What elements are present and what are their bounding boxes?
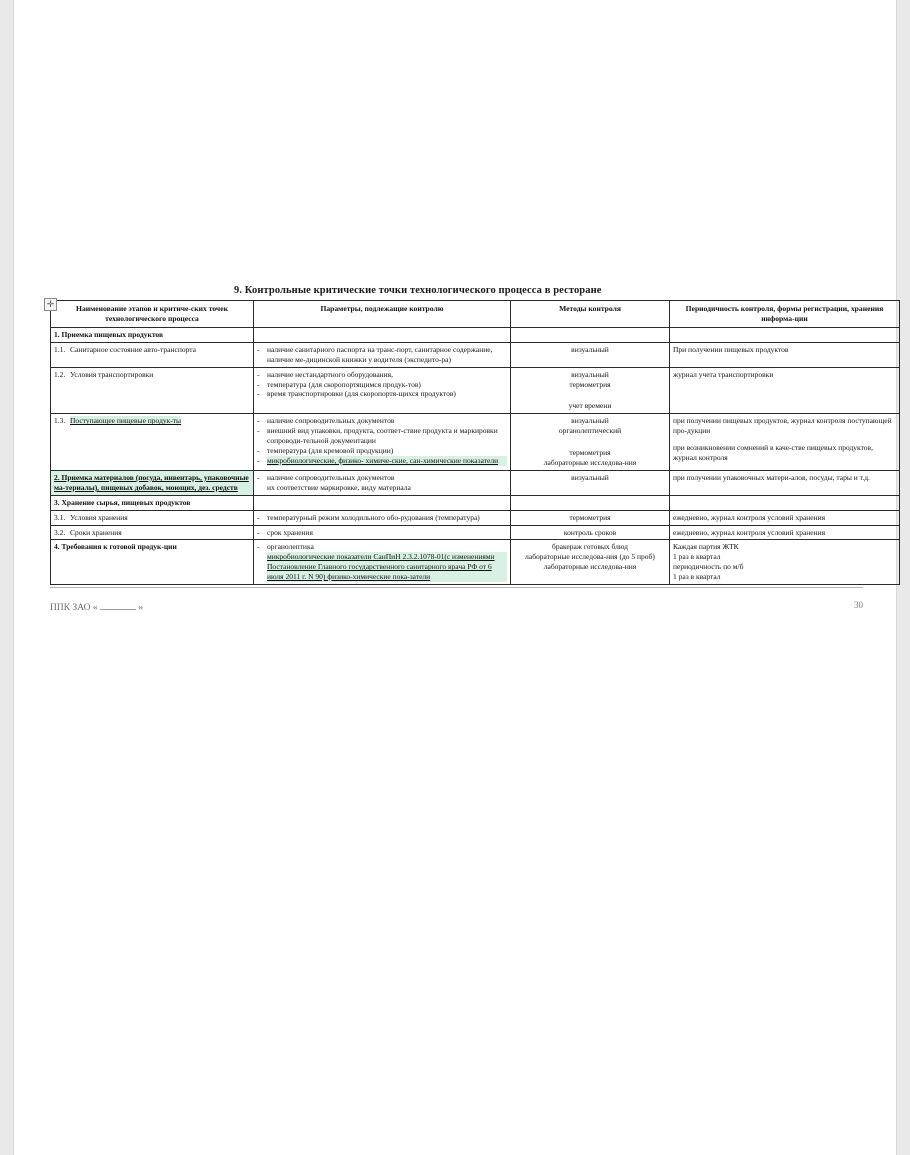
- item-3-1-name: [51, 510, 254, 525]
- column-header-stages: Наименование этапов и критиче-ских точек технологического процесса: [51, 301, 254, 328]
- table-row: [51, 495, 900, 510]
- frequency-text: при получении пищевых продуктов, журнал контроля поступающей про-дукции: [673, 416, 892, 436]
- method-text: лабораторные исследова-ния (до 5 проб): [525, 552, 655, 562]
- section-1-params-empty: [254, 328, 511, 343]
- frequency-text: При получении пищевых продуктов: [673, 344, 789, 354]
- item-1-3-label: Поступающее пищевые продук-ты: [70, 416, 182, 426]
- section-title-4: 4. Требования к готовой продук-ции: [51, 540, 254, 585]
- table-row: [51, 342, 900, 367]
- item-1-1-methods: [511, 342, 670, 367]
- section-2-frequency: [670, 470, 900, 495]
- method-text: термометрия: [569, 448, 611, 458]
- param-text: наличие санитарного паспорта на транс-порт, санитарное содержание, наличие ме-дицинской книжки у водителя (экспедито-ра): [267, 344, 493, 364]
- frequency-text: периодичность по м/б: [673, 562, 744, 572]
- section-title-1: 1. Приемка пищевых продуктов: [51, 328, 254, 343]
- section-2-methods: [511, 470, 670, 495]
- document-content: [44, 285, 892, 613]
- method-text: учет времени: [568, 401, 612, 411]
- item-3-1-number: 3.1.: [54, 512, 66, 522]
- section-1-methods-empty: [511, 328, 670, 343]
- item-1-2-frequency: [670, 367, 900, 414]
- item-1-2-number: 1.2.: [54, 369, 66, 379]
- document-page: [14, 0, 896, 1155]
- ccp-table: [50, 300, 900, 585]
- item-1-3-params: - наличие сопроводительных документов - внешний вид упаковки, продукта, соответ-ствие продукта и маркировки сопроводи-тельной документации - температура (для кремовой продукции) - микробиологические, физико- химиче-ские, сан-химические показатели: [254, 414, 511, 471]
- method-text: визуальный: [571, 416, 609, 426]
- item-3-1-label: Условия хранения: [70, 512, 128, 522]
- table-row: [51, 414, 900, 471]
- section-3-frequency-empty: [670, 495, 900, 510]
- item-3-2-label: Сроки хранения: [70, 527, 122, 537]
- column-header-methods: Методы контроля: [511, 301, 670, 328]
- item-1-1-name: [51, 342, 254, 367]
- frequency-text: 1 раз в квартал: [673, 552, 721, 562]
- param-text: наличие нестандартного оборудования,: [267, 369, 394, 379]
- item-3-2-frequency: [670, 525, 900, 540]
- page-title: 9. Контрольные критические точки технологического процесса в ресторане: [234, 285, 602, 296]
- section-4-frequency: [670, 540, 900, 585]
- param-text: микробиологические показатели СанПиН 2.3.2.1078-01(с изменениями Постановление Главного государственного санитарного врача РФ от 6 июля 2011 г. N 90) физико-химические пока-затели: [267, 552, 507, 582]
- section-2-params: - наличие сопроводительных документов их соответствие маркировке, виду материала: [254, 470, 511, 495]
- section-3-params-empty: [254, 495, 511, 510]
- item-1-1-frequency: [670, 342, 900, 367]
- item-3-1-methods: [511, 510, 670, 525]
- item-3-1-params: - температурный режим холодильного обо-рудования (температура): [254, 510, 511, 525]
- item-1-3-name: [51, 414, 254, 471]
- footer-divider: [50, 587, 863, 588]
- method-text: термометрия: [569, 379, 611, 389]
- footer-organization: ППК ЗАО «: [50, 602, 98, 613]
- param-text: органолептика: [267, 542, 314, 552]
- param-text: температурный режим холодильного обо-рудования (температура): [267, 512, 480, 522]
- param-text: срок хранения: [267, 527, 313, 537]
- item-1-1-params: - наличие санитарного паспорта на транс-порт, санитарное содержание, наличие ме-дицинской книжки у водителя (экспедито-ра): [254, 342, 511, 367]
- frequency-text: ежедневно, журнал контроля условий хранения: [673, 527, 826, 537]
- frequency-text: 1 раз в квартал: [673, 572, 721, 582]
- section-4-params: - органолептика микробиологические показатели СанПиН 2.3.2.1078-01(с изменениями Постановление Главного государственного санитарного врача РФ от 6 июля 2011 г. N 90) физико-химические пока-затели: [254, 540, 511, 585]
- method-text: контроль сроков: [563, 527, 617, 537]
- item-1-3-number: 1.3.: [54, 416, 66, 426]
- param-text: внешний вид упаковки, продукта, соответ-ствие продукта и маркировки сопроводи-тельной документации: [267, 426, 498, 446]
- table-row: [51, 525, 900, 540]
- table-row: [51, 510, 900, 525]
- item-1-3-frequency: [670, 414, 900, 471]
- method-text: термометрия: [569, 512, 611, 522]
- frequency-text: при возникновении сомнений в каче-стве пищевых продуктов, журнал контроля: [673, 443, 873, 463]
- section-title-3: 3. Хранение сырья, пищевых продуктов: [51, 495, 254, 510]
- table-header-row: [51, 301, 900, 328]
- item-1-1-label: Санитарное состояние авто-транспорта: [70, 344, 196, 354]
- param-text: время транспортировки (для скоропортя-щихся продуктов): [267, 389, 456, 399]
- param-text: наличие сопроводительных документов: [267, 416, 395, 426]
- page-footer: [50, 600, 863, 613]
- table-move-handle[interactable]: ✛: [44, 298, 57, 311]
- column-header-parameters: Параметры, подлежащие контролю: [254, 301, 511, 328]
- item-1-3-methods: [511, 414, 670, 471]
- item-1-2-methods: [511, 367, 670, 414]
- column-header-frequency: Периодичность контроля, формы регистрации, хранения информа-ции: [670, 301, 900, 328]
- method-text: бракераж готовых блюд: [552, 542, 628, 552]
- section-3-methods-empty: [511, 495, 670, 510]
- item-3-2-number: 3.2.: [54, 527, 66, 537]
- frequency-text: Каждая партия ЖТК: [673, 542, 739, 552]
- frequency-text: ежедневно, журнал контроля условий хранения: [673, 512, 826, 522]
- item-3-2-name: [51, 525, 254, 540]
- section-title-2: 2. Приемка материалов (посуда, инвентарь, упаковочные ма-териалы), пищевых добавок, моющих, дез. средств: [51, 470, 254, 495]
- item-1-1-number: 1.1.: [54, 344, 66, 354]
- param-text: микробиологические, физико- химиче-ские, сан-химические показатели: [267, 456, 507, 466]
- param-text: наличие сопроводительных документов: [267, 472, 395, 482]
- method-text: визуальный: [571, 369, 609, 379]
- method-text: лабораторные исследова-ния: [543, 458, 637, 468]
- table-row: [51, 328, 900, 343]
- param-text: температура (для кремовой продукции): [267, 446, 394, 456]
- method-text: визуальный: [571, 344, 609, 354]
- section-4-methods: [511, 540, 670, 585]
- page-number: 30: [854, 599, 863, 610]
- table-row: [51, 540, 900, 585]
- param-text: их соответствие маркировке, виду материала: [267, 482, 411, 492]
- method-text: визуальный: [571, 472, 609, 482]
- item-3-1-frequency: [670, 510, 900, 525]
- table-row: [51, 367, 900, 414]
- method-text: лабораторные исследова-ния: [543, 562, 637, 572]
- item-1-2-label: Условия транспортировки: [70, 369, 154, 379]
- frequency-text: журнал учета транспортировки: [673, 369, 774, 379]
- table-row: [51, 470, 900, 495]
- footer-blank-line: [100, 600, 136, 610]
- item-1-2-params: - наличие нестандартного оборудования, - температура (для скоропортящимся продук-тов) - время транспортировки (для скоропортя-щихся продуктов): [254, 367, 511, 414]
- item-1-2-name: [51, 367, 254, 414]
- section-1-frequency-empty: [670, 328, 900, 343]
- method-text: органолептический: [558, 426, 622, 436]
- param-text: температура (для скоропортящимся продук-тов): [267, 379, 421, 389]
- item-3-2-params: - срок хранения: [254, 525, 511, 540]
- item-3-2-methods: [511, 525, 670, 540]
- frequency-text: при получении упаковочных матери-алов, посуды, тары и т.д.: [673, 472, 870, 482]
- footer-quote-close: »: [138, 602, 144, 613]
